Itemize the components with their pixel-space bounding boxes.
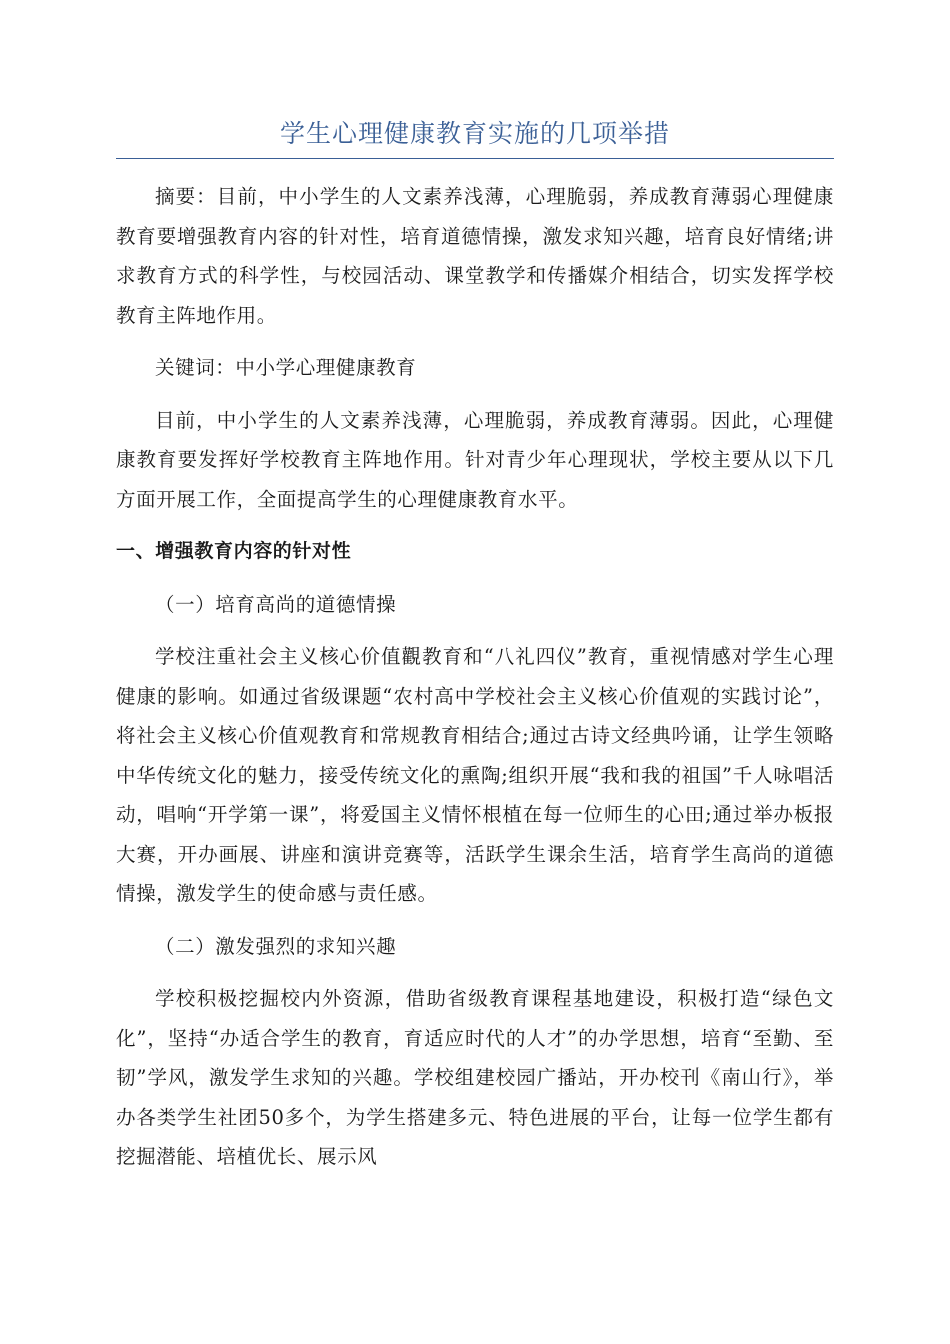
body-paragraph: 学校注重社会主义核心价值觀教育和“八礼四仪”教育，重视情感对学生心理健康的影响。如通过省级课题“农村高中学校社会主义核心价值观的实践讨论”，将社会主义核心价值观教育和常规教育相结合;通过古诗文经典吟诵，让学生领略中华传统文化的魅力，接受传统文化的熏陶;组织开展“我和我的祖国”千人咏唱活动，唱响“开学第一课”，将爱国主义情怀根植在每一位师生的心田;通过举办板报大赛，开办画展、讲座和演讲竞赛等，活跃学生课余生活，培育学生高尚的道德情操，激发学生的使命感与责任感。 [116, 645, 834, 905]
document-page [116, 112, 834, 1177]
body-paragraph: 学校积极挖掘校内外资源，借助省级教育课程基地建设，积极打造“绿色文化”，坚持“办适合学生的教育，育适应时代的人才”的办学思想，培育“至勤、至韧”学风，激发学生求知的兴趣。学校组建校园广播站，开办校刊《南山行》，举办各类学生社团50多个，为学生搭建多元、特色进展的平台，让每一位学生都有挖掘潜能、培植优长、展示风 [116, 987, 834, 1168]
section-heading: 一、增强教育内容的针对性 [116, 540, 352, 562]
intro-paragraph: 目前，中小学生的人文素养浅薄，心理脆弱，养成教育薄弱。因此，心理健康教育要发挥好学校教育主阵地作用。针对青少年心理现状，学校主要从以下几方面开展工作，全面提高学生的心理健康教育水平。 [116, 408, 834, 511]
document-title: 学生心理健康教育实施的几项举措 [116, 112, 834, 159]
keywords-paragraph: 关键词：中小学心理健康教育 [155, 356, 417, 379]
subsection-heading: （二）激发强烈的求知兴趣 [155, 934, 397, 958]
abstract-paragraph: 摘要：目前，中小学生的人文素养浅薄，心理脆弱，养成教育薄弱心理健康教育要增强教育内容的针对性，培育道德情操，激发求知兴趣，培育良好情绪;讲求教育方式的科学性，与校园活动、课堂教学和传播媒介相结合，切实发挥学校教育主阵地作用。 [116, 185, 834, 327]
subsection-heading: （一）培育高尚的道德情操 [155, 592, 397, 616]
